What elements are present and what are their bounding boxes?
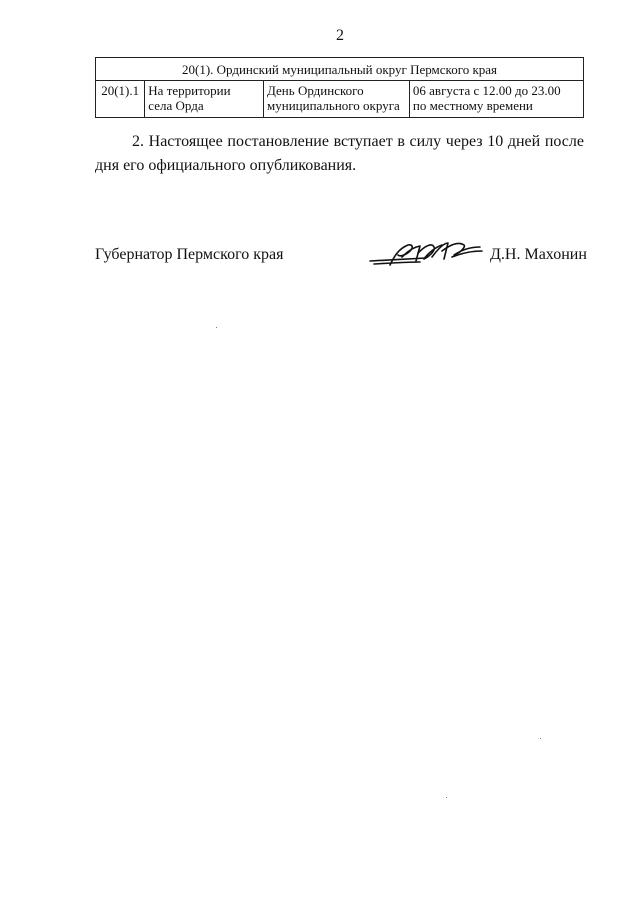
row-place [145,81,264,118]
scan-speck [540,738,541,739]
row-event-line-1: День Ординского [267,83,364,98]
handwritten-signature [368,235,484,271]
row-place-line-2: села Орда [148,98,204,113]
row-number: 20(1).1 [96,81,145,118]
scan-speck [216,327,217,328]
row-time-line-2: по местному времени [412,98,533,113]
schedule-table [95,57,584,118]
effective-date-paragraph: 2. Настоящее постановление вступает в силу через 10 дней после дня его официального опубликования. [95,133,584,174]
page-number: 2 [336,27,344,44]
row-event [264,81,410,118]
row-time-line-1: 06 августа с 12.00 до 23.00 [412,83,561,98]
row-time [409,81,583,118]
scan-speck [446,797,447,798]
signer-name: Д.Н. Махонин [490,246,587,263]
table-row [96,81,584,118]
section-title: 20(1). Ординский муниципальный округ Пермского края [96,58,584,81]
row-event-line-2: муниципального округа [267,98,400,113]
signer-position: Губернатор Пермского края [95,246,284,263]
table-section-row [96,58,584,81]
row-place-line-1: На территории [148,83,231,98]
